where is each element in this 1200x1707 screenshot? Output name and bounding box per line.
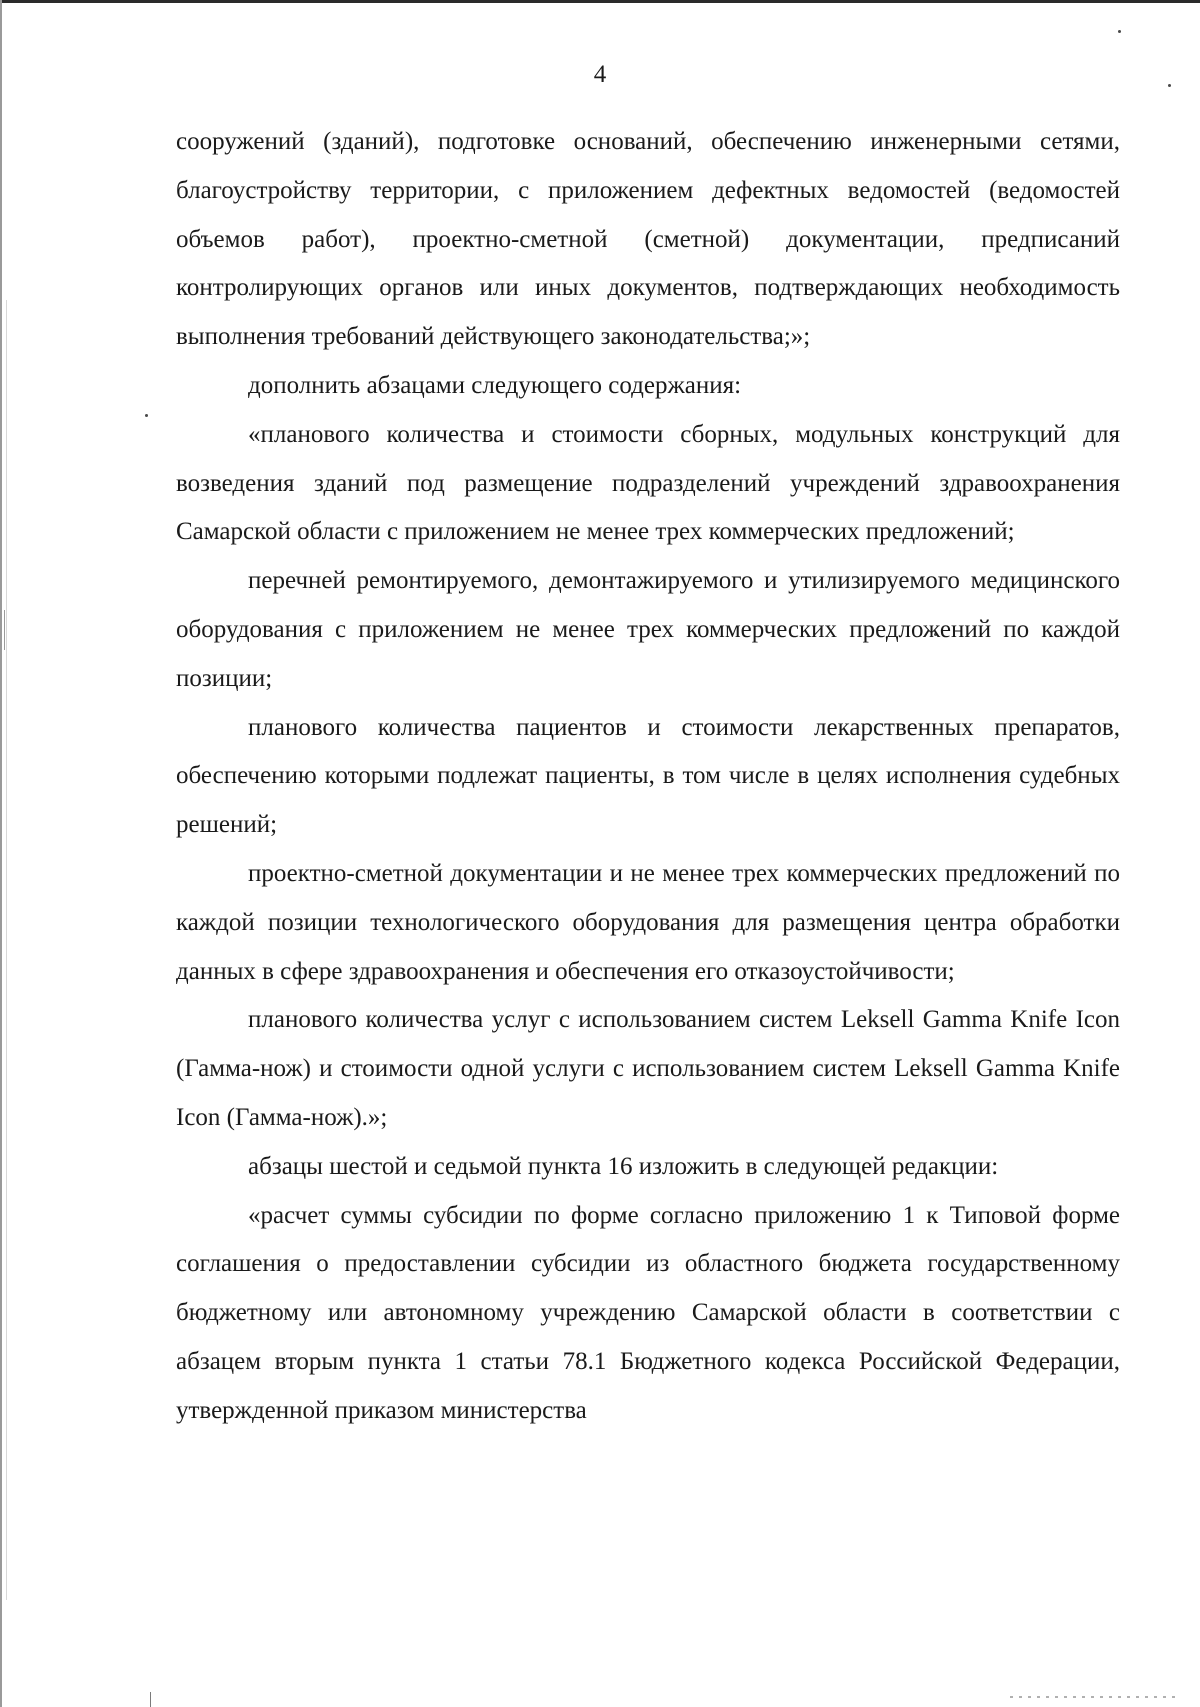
scan-edge-shadow bbox=[6, 300, 7, 1600]
paragraph: «планового количества и стоимости сборных, модульных конструкций для возведения зданий под размещение подразделений учреждений здравоохранения Самарской области с приложением не менее трех коммерческих предложений; bbox=[176, 420, 1120, 546]
scan-edge-bottom-mark bbox=[150, 1692, 151, 1707]
scan-edge-top bbox=[0, 0, 1200, 3]
paragraph: планового количества услуг с использованием систем Leksell Gamma Knife Icon (Гамма-нож) и стоимости одной услуги с использованием систем Leksell Gamma Knife Icon (Гамма-нож).»; bbox=[176, 1006, 1120, 1131]
scan-speck bbox=[1118, 30, 1121, 33]
page-number: 4 bbox=[593, 61, 607, 88]
paragraph: проектно-сметной документации и не менее трех коммерческих предложений по каждой позиции технологического оборудования для размещения центра обработки данных в сфере здравоохранения и обеспечения его отказоустойчивости; bbox=[176, 859, 1120, 985]
paragraph: перечней ремонтируемого, демонтажируемого и утилизируемого медицинского оборудования с приложением не менее трех коммерческих предложений по каждой позиции; bbox=[176, 567, 1120, 692]
paragraph: «расчет суммы субсидии по форме согласно приложению 1 к Типовой форме соглашения о предоставлении субсидии из областного бюджета государственному бюджетному или автономному учреждению Самарской области в соответствии с абзацем вторым пункта 1 статьи 78.1 Бюджетного кодекса Российской Федерации, утвержденной приказом министерства bbox=[176, 1201, 1120, 1424]
paragraph: дополнить абзацами следующего содержания: bbox=[248, 371, 742, 399]
paragraph: планового количества пациентов и стоимости лекарственных препаратов, обеспечению которыми подлежат пациенты, в том числе в целях исполнения судебных решений; bbox=[176, 713, 1120, 839]
scan-speck bbox=[145, 414, 148, 417]
scan-edge-left bbox=[0, 0, 2, 1707]
paragraph: сооружений (зданий), подготовке оснований, обеспечению инженерными сетями, благоустройству территории, с приложением дефектных ведомостей (ведомостей объемов работ), проектно-сметной (сметной) документации, предписаний контролирующих органов или иных документов, подтверждающих необходимость выполнения требований действующего законодательства;»; bbox=[176, 128, 1120, 351]
document-body bbox=[176, 118, 1120, 1436]
paragraph: абзацы шестой и седьмой пункта 16 изложить в следующей редакции: bbox=[248, 1152, 999, 1180]
scan-edge-bottom-noise bbox=[1010, 1696, 1180, 1698]
margin-mark bbox=[4, 610, 5, 650]
